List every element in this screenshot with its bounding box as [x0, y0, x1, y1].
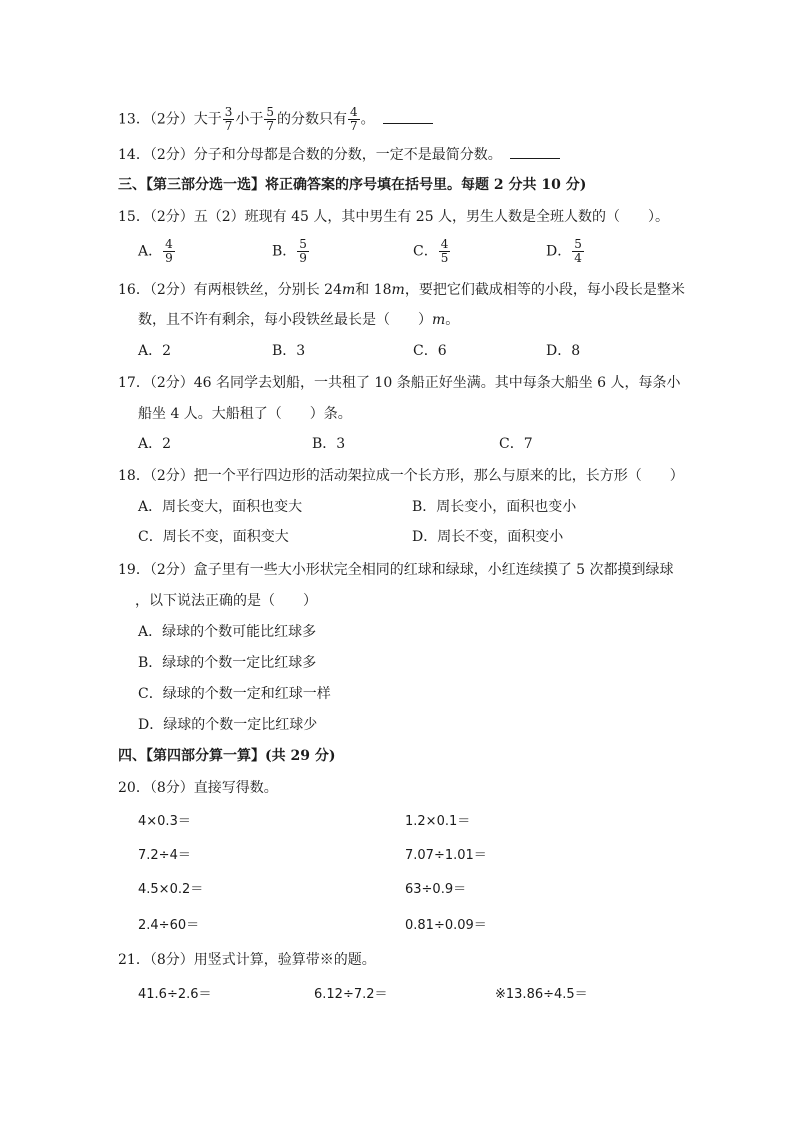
option-b[interactable]: B．3: [272, 343, 306, 359]
section-3-heading: 三、【第三部分选一选】将正确答案的序号填在括号里。每题 2 分共 10 分): [118, 177, 587, 193]
fraction: $\frac{5}{7}$: [266, 105, 275, 133]
option-b[interactable]: B． $\frac{5}{9}$: [272, 237, 307, 265]
option-a[interactable]: A．周长变大，面积也变大: [138, 499, 303, 515]
option-d[interactable]: D．周长不变，面积变小: [412, 529, 564, 545]
option-c[interactable]: C．周长不变，面积变大: [138, 529, 289, 545]
calc-item: 41.6÷2.6＝: [138, 987, 212, 1002]
question-15: 15．（2分）五（2）班现有 45 人，其中男生有 25 人，男生人数是全班人数的（ ）。: [118, 209, 670, 225]
option-b[interactable]: B．3: [312, 436, 346, 452]
option-d[interactable]: D．8: [546, 343, 581, 359]
calc-item: ※13.86÷4.5＝: [495, 987, 588, 1002]
question-18: 18．（2分）把一个平行四边形的活动架拉成一个长方形，那么与原来的比，长方形（ ）: [118, 468, 684, 484]
question-20: 20．（8分）直接写得数。: [118, 780, 278, 796]
option-a[interactable]: A．2: [138, 343, 172, 359]
question-21: 21．（8分）用竖式计算，验算带※的题。: [118, 952, 376, 968]
calc-item: 63÷0.9＝: [405, 882, 467, 897]
question-17-line-2: 船坐 4 人。大船租了（ ）条。: [138, 406, 352, 422]
calc-item: 2.4÷60＝: [138, 918, 200, 933]
question-16-line-2: 数，且不许有剩余，每小段铁丝最长是（ ）m。: [138, 312, 460, 328]
question-17-line-1: 17．（2分）46 名同学去划船，一共租了 10 条船正好坐满。其中每条大船坐 6 人，每条小: [118, 375, 681, 391]
answer-blank[interactable]: [383, 109, 433, 124]
option-c[interactable]: C．7: [499, 436, 533, 452]
option-c[interactable]: C．绿球的个数一定和红球一样: [138, 686, 331, 702]
question-13: 13．（2分）大于 $\frac{3}{7}$ 小于 $\frac{5}{7}$ 的分数只有 $\frac{4}{7}$ 。: [118, 106, 433, 133]
question-19-line-2: ，以下说法正确的是（ ）: [135, 593, 317, 609]
calc-item: 7.07÷1.01＝: [405, 848, 487, 863]
option-b[interactable]: B．绿球的个数一定比红球多: [138, 655, 317, 671]
answer-blank[interactable]: [510, 144, 560, 159]
question-14: 14．（2分）分子和分母都是合数的分数，一定不是最简分数。: [118, 144, 560, 165]
section-4-heading: 四、【第四部分算一算】(共 29 分): [118, 748, 336, 764]
question-19-line-1: 19．（2分）盒子里有一些大小形状完全相同的红球和绿球，小红连续摸了 5 次都摸到绿球: [118, 562, 674, 578]
option-a[interactable]: A．2: [138, 436, 172, 452]
option-d[interactable]: D． $\frac{5}{4}$: [546, 237, 582, 265]
fraction: $\frac{3}{7}$: [224, 105, 233, 133]
option-b[interactable]: B．周长变小，面积也变小: [412, 499, 577, 515]
calc-item: 0.81÷0.09＝: [405, 918, 487, 933]
option-c[interactable]: C．6: [413, 343, 447, 359]
option-a[interactable]: A． $\frac{4}{9}$: [138, 237, 173, 265]
option-a[interactable]: A．绿球的个数可能比红球多: [138, 624, 317, 640]
calc-item: 6.12÷7.2＝: [314, 987, 388, 1002]
option-d[interactable]: D．绿球的个数一定比红球少: [138, 717, 318, 733]
question-16-line-1: 16．（2分）有两根铁丝，分别长 24m和 18m，要把它们截成相等的小段，每小段长是整米: [118, 282, 685, 298]
calc-item: 4.5×0.2＝: [138, 882, 204, 897]
option-c[interactable]: C． $\frac{4}{5}$: [413, 237, 449, 265]
calc-item: 7.2÷4＝: [138, 848, 191, 863]
fraction: $\frac{4}{7}$: [350, 105, 358, 133]
calc-item: 4×0.3＝: [138, 814, 191, 829]
calc-item: 1.2×0.1＝: [405, 814, 471, 829]
